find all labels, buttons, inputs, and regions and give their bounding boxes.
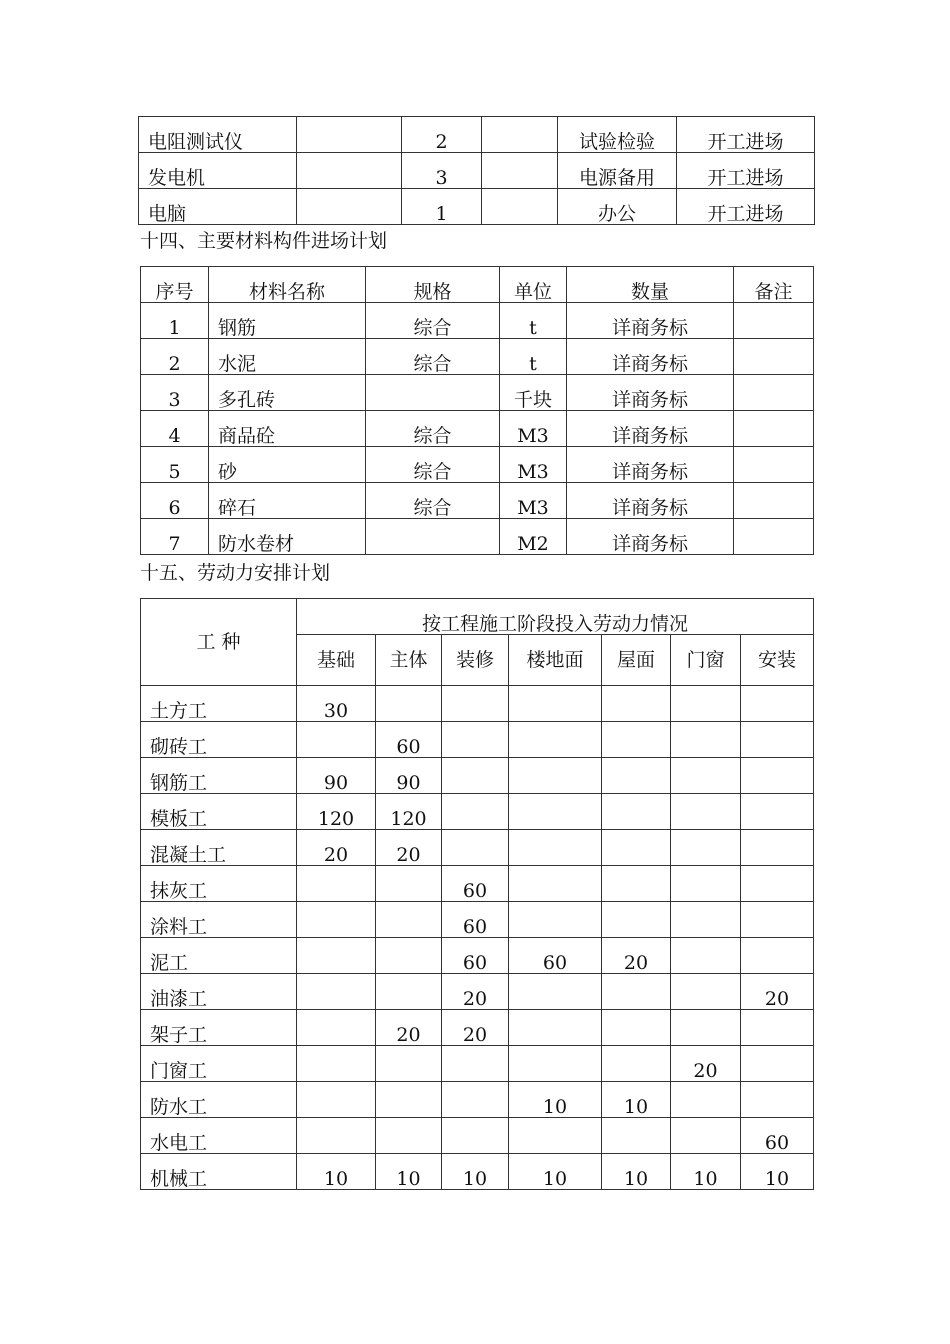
trade-cell: 防水工: [141, 1082, 297, 1118]
labor-count-cell: 60: [741, 1118, 814, 1154]
labor-count-cell: [297, 1082, 376, 1118]
material-no-cell: 2: [141, 339, 209, 375]
equipment-use-cell: 办公: [558, 189, 677, 225]
labor-count-cell: [442, 830, 509, 866]
labor-count-cell: [671, 758, 741, 794]
labor-count-cell: [741, 1046, 814, 1082]
labor-count-cell: 10: [671, 1154, 741, 1190]
table-row: [141, 1082, 814, 1118]
material-name-cell: 防水卷材: [209, 519, 366, 555]
equipment-power-cell: [482, 189, 558, 225]
labor-count-cell: [741, 794, 814, 830]
material-spec-cell: 综合: [366, 339, 500, 375]
material-unit-cell: t: [500, 339, 567, 375]
trade-cell: 钢筋工: [141, 758, 297, 794]
labor-count-cell: [602, 830, 671, 866]
labor-count-cell: 10: [442, 1154, 509, 1190]
labor-count-cell: [671, 830, 741, 866]
labor-count-cell: [376, 1118, 442, 1154]
table-row: [141, 794, 814, 830]
labor-count-cell: [509, 830, 602, 866]
material-qty-cell: 详商务标: [567, 375, 734, 411]
labor-count-cell: [602, 974, 671, 1010]
labor-count-cell: 60: [376, 722, 442, 758]
table-row: [141, 1046, 814, 1082]
material-qty-cell: 详商务标: [567, 411, 734, 447]
labor-count-cell: 20: [297, 830, 376, 866]
trade-header: 工 种: [141, 599, 297, 686]
material-name-cell: 商品砼: [209, 411, 366, 447]
labor-count-cell: [671, 1010, 741, 1046]
equipment-name-cell: 发电机: [139, 153, 297, 189]
trade-cell: 涂料工: [141, 902, 297, 938]
material-note-cell: [734, 303, 814, 339]
material-name-cell: 砂: [209, 447, 366, 483]
column-header: 材料名称: [209, 267, 366, 303]
labor-count-cell: [297, 938, 376, 974]
labor-count-cell: 20: [741, 974, 814, 1010]
labor-count-cell: [297, 1046, 376, 1082]
table-row: [141, 830, 814, 866]
labor-count-cell: 20: [671, 1046, 741, 1082]
labor-count-cell: [376, 1046, 442, 1082]
trade-cell: 砌砖工: [141, 722, 297, 758]
labor-count-cell: [671, 974, 741, 1010]
material-unit-cell: M3: [500, 447, 567, 483]
labor-count-cell: [509, 722, 602, 758]
material-qty-cell: 详商务标: [567, 519, 734, 555]
equipment-power-cell: [482, 153, 558, 189]
labor-count-cell: [671, 866, 741, 902]
labor-count-cell: [376, 974, 442, 1010]
material-unit-cell: M3: [500, 411, 567, 447]
table-row: [141, 1010, 814, 1046]
material-note-cell: [734, 411, 814, 447]
trade-cell: 模板工: [141, 794, 297, 830]
labor-count-cell: [602, 794, 671, 830]
labor-count-cell: [442, 722, 509, 758]
labor-count-cell: 20: [602, 938, 671, 974]
stage-header: 门窗: [671, 635, 741, 686]
labor-count-cell: 90: [376, 758, 442, 794]
labor-count-cell: [297, 974, 376, 1010]
trade-cell: 机械工: [141, 1154, 297, 1190]
material-name-cell: 碎石: [209, 483, 366, 519]
material-spec-cell: 综合: [366, 483, 500, 519]
section-14-title: 十四、主要材料构件进场计划: [140, 230, 388, 252]
material-unit-cell: M2: [500, 519, 567, 555]
labor-count-cell: [442, 1046, 509, 1082]
material-note-cell: [734, 339, 814, 375]
labor-count-cell: [442, 758, 509, 794]
table-row: [141, 447, 814, 483]
material-no-cell: 5: [141, 447, 209, 483]
labor-count-cell: [509, 1118, 602, 1154]
table-row: [139, 153, 815, 189]
material-qty-cell: 详商务标: [567, 447, 734, 483]
column-header: 数量: [567, 267, 734, 303]
equipment-time-cell: 开工进场: [677, 117, 815, 153]
trade-cell: 油漆工: [141, 974, 297, 1010]
labor-count-cell: 60: [509, 938, 602, 974]
equipment-qty-cell: 1: [402, 189, 482, 225]
table-row: [139, 189, 815, 225]
labor-count-cell: [671, 722, 741, 758]
table-row: [141, 974, 814, 1010]
equipment-time-cell: 开工进场: [677, 153, 815, 189]
labor-count-cell: 10: [376, 1154, 442, 1190]
labor-count-cell: [509, 1046, 602, 1082]
labor-count-cell: [602, 1046, 671, 1082]
labor-count-cell: 20: [442, 1010, 509, 1046]
stage-header: 主体: [376, 635, 442, 686]
labor-count-cell: 10: [602, 1082, 671, 1118]
column-header: 规格: [366, 267, 500, 303]
stage-header: 屋面: [602, 635, 671, 686]
stage-header: 装修: [442, 635, 509, 686]
labor-count-cell: [442, 686, 509, 722]
material-note-cell: [734, 375, 814, 411]
material-no-cell: 1: [141, 303, 209, 339]
table-row: [141, 339, 814, 375]
equipment-time-cell: 开工进场: [677, 189, 815, 225]
labor-count-cell: 60: [442, 902, 509, 938]
trade-cell: 混凝土工: [141, 830, 297, 866]
labor-count-cell: [376, 686, 442, 722]
labor-table: [140, 598, 814, 1190]
labor-count-cell: 20: [442, 974, 509, 1010]
trade-cell: 泥工: [141, 938, 297, 974]
stage-header: 基础: [297, 635, 376, 686]
table-row: [141, 866, 814, 902]
table-row: [141, 519, 814, 555]
table-row: [141, 483, 814, 519]
table-row: [141, 1154, 814, 1190]
section-15-title: 十五、劳动力安排计划: [140, 562, 331, 584]
equipment-qty-cell: 2: [402, 117, 482, 153]
material-unit-cell: 千块: [500, 375, 567, 411]
labor-count-cell: [297, 1010, 376, 1046]
labor-count-cell: [509, 974, 602, 1010]
labor-count-cell: [509, 686, 602, 722]
material-name-cell: 水泥: [209, 339, 366, 375]
material-name-cell: 钢筋: [209, 303, 366, 339]
equipment-spec-cell: [297, 117, 402, 153]
labor-count-cell: [602, 1118, 671, 1154]
trade-cell: 抹灰工: [141, 866, 297, 902]
labor-count-cell: [741, 686, 814, 722]
equipment-name-cell: 电脑: [139, 189, 297, 225]
labor-count-cell: [442, 1082, 509, 1118]
labor-count-cell: [602, 1010, 671, 1046]
materials-header-row: [141, 267, 814, 303]
labor-count-cell: [741, 722, 814, 758]
labor-count-cell: [442, 1118, 509, 1154]
equipment-spec-cell: [297, 153, 402, 189]
trade-cell: 水电工: [141, 1118, 297, 1154]
column-header: 备注: [734, 267, 814, 303]
trade-cell: 土方工: [141, 686, 297, 722]
material-unit-cell: M3: [500, 483, 567, 519]
material-no-cell: 7: [141, 519, 209, 555]
labor-count-cell: [671, 1118, 741, 1154]
trade-cell: 门窗工: [141, 1046, 297, 1082]
table-row: [141, 938, 814, 974]
labor-count-cell: [509, 866, 602, 902]
material-note-cell: [734, 447, 814, 483]
material-spec-cell: [366, 519, 500, 555]
material-no-cell: 4: [141, 411, 209, 447]
material-qty-cell: 详商务标: [567, 483, 734, 519]
labor-count-cell: [376, 902, 442, 938]
labor-count-cell: [509, 902, 602, 938]
labor-count-cell: [741, 1082, 814, 1118]
labor-count-cell: [297, 1118, 376, 1154]
labor-count-cell: 10: [297, 1154, 376, 1190]
equipment-use-cell: 试验检验: [558, 117, 677, 153]
labor-count-cell: [509, 1010, 602, 1046]
labor-count-cell: [741, 830, 814, 866]
labor-count-cell: 60: [442, 938, 509, 974]
labor-count-cell: 10: [602, 1154, 671, 1190]
labor-count-cell: [741, 902, 814, 938]
labor-count-cell: 120: [376, 794, 442, 830]
labor-count-cell: [376, 938, 442, 974]
material-qty-cell: 详商务标: [567, 339, 734, 375]
labor-count-cell: [671, 1082, 741, 1118]
trade-cell: 架子工: [141, 1010, 297, 1046]
table-row: [141, 375, 814, 411]
material-note-cell: [734, 519, 814, 555]
labor-count-cell: 10: [741, 1154, 814, 1190]
labor-count-cell: 90: [297, 758, 376, 794]
material-spec-cell: 综合: [366, 447, 500, 483]
labor-count-cell: [602, 722, 671, 758]
material-qty-cell: 详商务标: [567, 303, 734, 339]
labor-count-cell: [671, 902, 741, 938]
labor-count-cell: 10: [509, 1082, 602, 1118]
material-no-cell: 3: [141, 375, 209, 411]
labor-count-cell: [741, 938, 814, 974]
labor-count-cell: [442, 794, 509, 830]
labor-count-cell: [509, 758, 602, 794]
labor-count-cell: 20: [376, 1010, 442, 1046]
labor-count-cell: 120: [297, 794, 376, 830]
material-spec-cell: [366, 375, 500, 411]
labor-count-cell: 30: [297, 686, 376, 722]
labor-count-cell: [741, 758, 814, 794]
labor-count-cell: [297, 902, 376, 938]
material-unit-cell: t: [500, 303, 567, 339]
labor-count-cell: 10: [509, 1154, 602, 1190]
material-name-cell: 多孔砖: [209, 375, 366, 411]
labor-count-cell: 20: [376, 830, 442, 866]
column-header: 单位: [500, 267, 567, 303]
stage-header: 楼地面: [509, 635, 602, 686]
material-no-cell: 6: [141, 483, 209, 519]
equipment-power-cell: [482, 117, 558, 153]
labor-count-cell: [671, 938, 741, 974]
labor-header-row: [141, 599, 814, 635]
equipment-spec-cell: [297, 189, 402, 225]
labor-count-cell: [602, 758, 671, 794]
table-row: [141, 758, 814, 794]
labor-count-cell: [671, 686, 741, 722]
table-row: [141, 686, 814, 722]
table-row: [139, 117, 815, 153]
labor-count-cell: [376, 1082, 442, 1118]
labor-count-cell: [741, 1010, 814, 1046]
labor-count-cell: [741, 866, 814, 902]
labor-count-cell: [602, 902, 671, 938]
labor-count-cell: [602, 866, 671, 902]
labor-count-cell: [376, 866, 442, 902]
labor-count-cell: 60: [442, 866, 509, 902]
materials-table: [140, 266, 814, 555]
material-spec-cell: 综合: [366, 303, 500, 339]
material-note-cell: [734, 483, 814, 519]
labor-count-cell: [297, 866, 376, 902]
table-row: [141, 902, 814, 938]
table-row: [141, 303, 814, 339]
stage-group-header: 按工程施工阶段投入劳动力情况: [297, 599, 814, 635]
table-row: [141, 1118, 814, 1154]
table-row: [141, 722, 814, 758]
column-header: 序号: [141, 267, 209, 303]
labor-count-cell: [297, 722, 376, 758]
stage-header: 安装: [741, 635, 814, 686]
equipment-qty-cell: 3: [402, 153, 482, 189]
material-spec-cell: 综合: [366, 411, 500, 447]
labor-count-cell: [602, 686, 671, 722]
equipment-name-cell: 电阻测试仪: [139, 117, 297, 153]
equipment-table: [138, 116, 815, 225]
equipment-use-cell: 电源备用: [558, 153, 677, 189]
labor-count-cell: [671, 794, 741, 830]
labor-count-cell: [509, 794, 602, 830]
table-row: [141, 411, 814, 447]
